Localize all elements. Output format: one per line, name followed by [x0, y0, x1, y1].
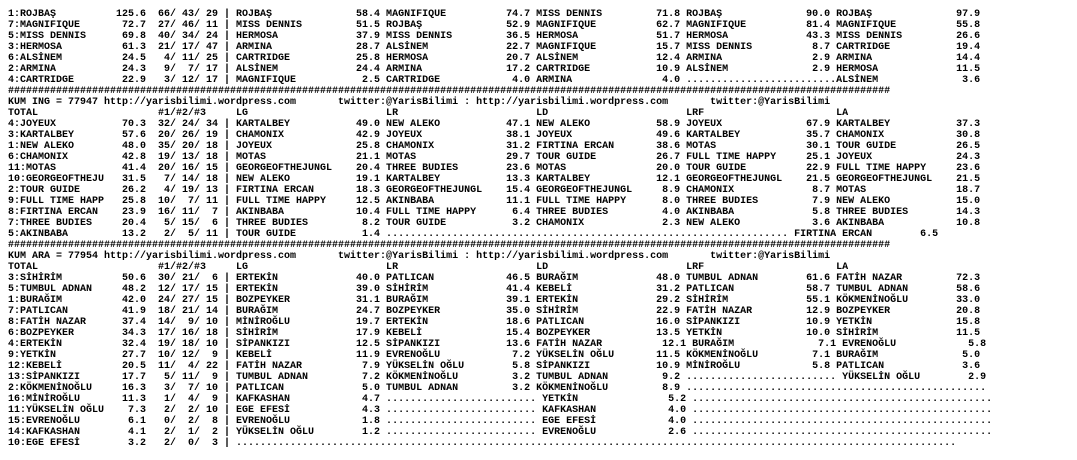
table-row: 4:JOYEUX 70.3 32/ 24/ 34 | KARTALBEY 49.0 NEW ALEKO 47.1 NEW ALEKO 58.9 JOYEUX 67.9 KARTALBEY 37.3: [8, 119, 981, 130]
table-row: 10:GEORGEOFTHEJU 31.5 7/ 14/ 18 | NEW ALEKO 19.1 KARTALBEY 13.3 KARTALBEY 12.1 GEORGEOFTHEJUNGL 21.5 GEORGEOFTHEJUNGL 21.5: [8, 174, 981, 185]
table-row: 6:ALSİNEM 24.5 4/ 11/ 25 | CARTRIDGE 25.8 HERMOSA 20.7 ALSİNEM 12.4 ARMINA 2.9 ARMINA 14.4: [8, 53, 981, 64]
section-header-line: KUM ING = 77947 http://yarisbilimi.wordpress.com twitter:@YarisBilimi : http://yarisbilimi.wordpress.com twitter:@YarisBilimi: [8, 97, 831, 108]
section-header-line: KUM ARA = 77954 http://yarisbilimi.wordpress.com twitter:@YarisBilimi : http://yarisbilimi.wordpress.com twitter:@YarisBilimi: [8, 251, 831, 262]
separator-line: ###################################################################################################################################################: [8, 240, 891, 251]
separator-line: ###################################################################################################################################################: [8, 86, 891, 97]
table-row: 11:MOTAS 41.4 20/ 16/ 15 | GEORGEOFTHEJUNGL 20.4 THREE BUDIES 23.6 MOTAS 20.0 TOUR GUIDE 22.9 FULL TIME HAPPY 23.6: [8, 163, 981, 174]
table-row: 1:ROJBAŞ 125.6 66/ 43/ 29 | ROJBAŞ 58.4 MAGNIFIQUE 74.7 MISS DENNIS 71.8 ROJBAŞ 90.0 ROJBAŞ 97.9: [8, 9, 981, 20]
table-row: 1:NEW ALEKO 48.0 35/ 20/ 18 | JOYEUX 25.8 CHAMONIX 31.2 FIRTINA ERCAN 38.6 MOTAS 30.1 TOUR GUIDE 26.5: [8, 141, 981, 152]
table-row: 16:MİNİROĞLU 11.3 1/ 4/ 9 | KAFKASHAN 4.7 ......................... YETKİN 5.2 ..................................................: [8, 394, 993, 405]
table-row: 12:KEBELİ 20.5 11/ 4/ 22 | FATİH NAZAR 7.9 YÜKSELİN OĞLU 5.8 SİPANKIZI 10.9 MİNİROĞLU 5.8 PATLICAN 3.6: [8, 361, 981, 372]
table-row: 10:EGE EFESİ 3.2 2/ 0/ 3 | ........................................................................................................................: [8, 438, 957, 449]
table-row: 8:FIRTINA ERCAN 23.9 16/ 11/ 7 | AKINBABA 10.4 FULL TIME HAPPY 6.4 THREE BUDIES 4.0 AKINBABA 5.8 THREE BUDIES 14.3: [8, 207, 981, 218]
table-row: 8:FATİH NAZAR 37.4 14/ 9/ 10 | MİNİROĞLU 19.7 ERTEKİN 18.6 PATLICAN 16.0 SİPANKIZI 10.9 YETKİN 15.8: [8, 317, 981, 328]
table-row: 14:KAFKASHAN 4.1 2/ 1/ 2 | YÜKSELİN OĞLU 1.2 ......................... EVRENOĞLU 2.6 ..................................................: [8, 427, 993, 438]
table-row: 9:YETKİN 27.7 10/ 12/ 9 | KEBELİ 11.9 EVRENOĞLU 7.2 YÜKSELİN OĞLU 11.5 KÖKMENİNOĞLU 7.1 BURAĞIM 5.0: [8, 350, 981, 361]
column-header-line: TOTAL #1/#2/#3 LG LR LD LRF LA: [8, 108, 849, 119]
table-row: 15:EVRENOĞLU 6.1 0/ 2/ 8 | EVRENOĞLU 1.8 ......................... EGE EFESİ 4.0 ..................................................: [8, 416, 993, 427]
table-row: 4:ERTEKİN 32.4 19/ 18/ 10 | SİPANKIZI 12.5 SİPANKIZI 13.6 FATİH NAZAR 12.1 BURAĞIM 7.1 EVRENOĞLU 5.8: [8, 339, 987, 350]
table-row: 6:CHAMONIX 42.8 19/ 13/ 18 | MOTAS 21.1 MOTAS 29.7 TOUR GUIDE 26.7 FULL TIME HAPPY 25.1 JOYEUX 24.3: [8, 152, 981, 163]
table-row: 2:ARMINA 24.3 9/ 7/ 17 | ALSİNEM 24.4 ARMINA 17.2 CARTRIDGE 10.9 ALSİNEM 2.9 HERMOSA 11.5: [8, 64, 981, 75]
table-row: 3:KARTALBEY 57.6 20/ 26/ 19 | CHAMONIX 42.9 JOYEUX 38.1 JOYEUX 49.6 KARTALBEY 35.7 CHAMONIX 30.8: [8, 130, 981, 141]
table-row: 9:FULL TIME HAPP 25.8 10/ 7/ 11 | FULL TIME HAPPY 12.5 AKINBABA 11.1 FULL TIME HAPPY 8.0 THREE BUDIES 7.9 NEW ALEKO 15.0: [8, 196, 981, 207]
table-row: 3:SİHİRİM 50.6 30/ 21/ 6 | ERTEKİN 40.0 PATLICAN 46.5 BURAĞIM 48.0 TUMBUL ADNAN 61.6 FATİH NAZAR 72.3: [8, 273, 981, 284]
table-row: 11:YÜKSELİN OĞLU 7.3 2/ 2/ 10 | EGE EFESİ 4.3 ......................... KAFKASHAN 4.0 ..................................................: [8, 405, 993, 416]
table-row: 7:PATLICAN 41.9 18/ 21/ 14 | BURAĞIM 24.7 BOZPEYKER 35.0 SİHİRİM 22.9 FATİH NAZAR 12.9 BOZPEYKER 20.8: [8, 306, 981, 317]
table-row: 5:MISS DENNIS 69.8 40/ 34/ 24 | HERMOSA 37.9 MISS DENNIS 36.5 HERMOSA 51.7 HERMOSA 43.3 MISS DENNIS 26.6: [8, 31, 981, 42]
table-row: 3:HERMOSA 61.3 21/ 17/ 47 | ARMINA 28.7 ALSİNEM 22.7 MAGNIFIQUE 15.7 MISS DENNIS 8.7 CARTRIDGE 19.4: [8, 42, 981, 53]
table-row: 2:KÖKMENİNOĞLU 16.3 3/ 7/ 10 | PATLICAN 5.0 TUMBUL ADNAN 3.2 KÖKMENİNOĞLU 8.9 ..................................................: [8, 383, 987, 394]
column-header-line: TOTAL #1/#2/#3 LG LR LD LRF LA: [8, 262, 849, 273]
table-row: 5:TUMBUL ADNAN 48.2 12/ 17/ 15 | ERTEKİN 39.0 SİHİRİM 41.4 KEBELİ 31.2 PATLICAN 58.7 TUMBUL ADNAN 58.6: [8, 284, 981, 295]
table-row: 2:TOUR GUIDE 26.2 4/ 19/ 13 | FIRTINA ERCAN 18.3 GEORGEOFTHEJUNGL 15.4 GEORGEOFTHEJUNGL 8.9 CHAMONIX 8.7 MOTAS 18.7: [8, 185, 981, 196]
table-row: 13:SİPANKIZI 17.7 5/ 11/ 9 | TUMBUL ADNAN 7.2 KÖKMENİNOĞLU 3.2 TUMBUL ADNAN 9.2 ......................... YÜKSELİN OĞLU 2.9: [8, 372, 987, 383]
table-row: 5:AKINBABA 13.2 2/ 5/ 11 | TOUR GUIDE 1.4 ................................................................... FIRTINA ERCAN 6.5: [8, 229, 939, 240]
table-row: 1:BURAĞIM 42.0 24/ 27/ 15 | BOZPEYKER 31.1 BURAĞIM 39.1 ERTEKİN 29.2 SİHİRİM 55.1 KÖKMENİNOĞLU 33.0: [8, 295, 981, 306]
table-row: 6:BOZPEYKER 34.3 17/ 16/ 18 | SİHİRİM 17.9 KEBELİ 15.4 BOZPEYKER 13.5 YETKİN 10.0 SİHİRİM 11.5: [8, 328, 981, 339]
table-row: 4:CARTRIDGE 22.9 3/ 12/ 17 | MAGNIFIQUE 2.5 CARTRIDGE 4.0 ARMINA 4.0 .........................ALSİNEM 3.6: [8, 75, 981, 86]
table-row: 7:MAGNIFIQUE 72.7 27/ 46/ 11 | MISS DENNIS 51.5 ROJBAŞ 52.9 MAGNIFIQUE 62.7 MAGNIFIQUE 81.4 MAGNIFIQUE 55.8: [8, 20, 981, 31]
table-row: 7:THREE BUDIES 20.4 5/ 15/ 6 | THREE BUDIES 8.2 TOUR GUIDE 3.2 CHAMONIX 2.3 NEW ALEKO 3.6 AKINBABA 10.8: [8, 218, 981, 229]
